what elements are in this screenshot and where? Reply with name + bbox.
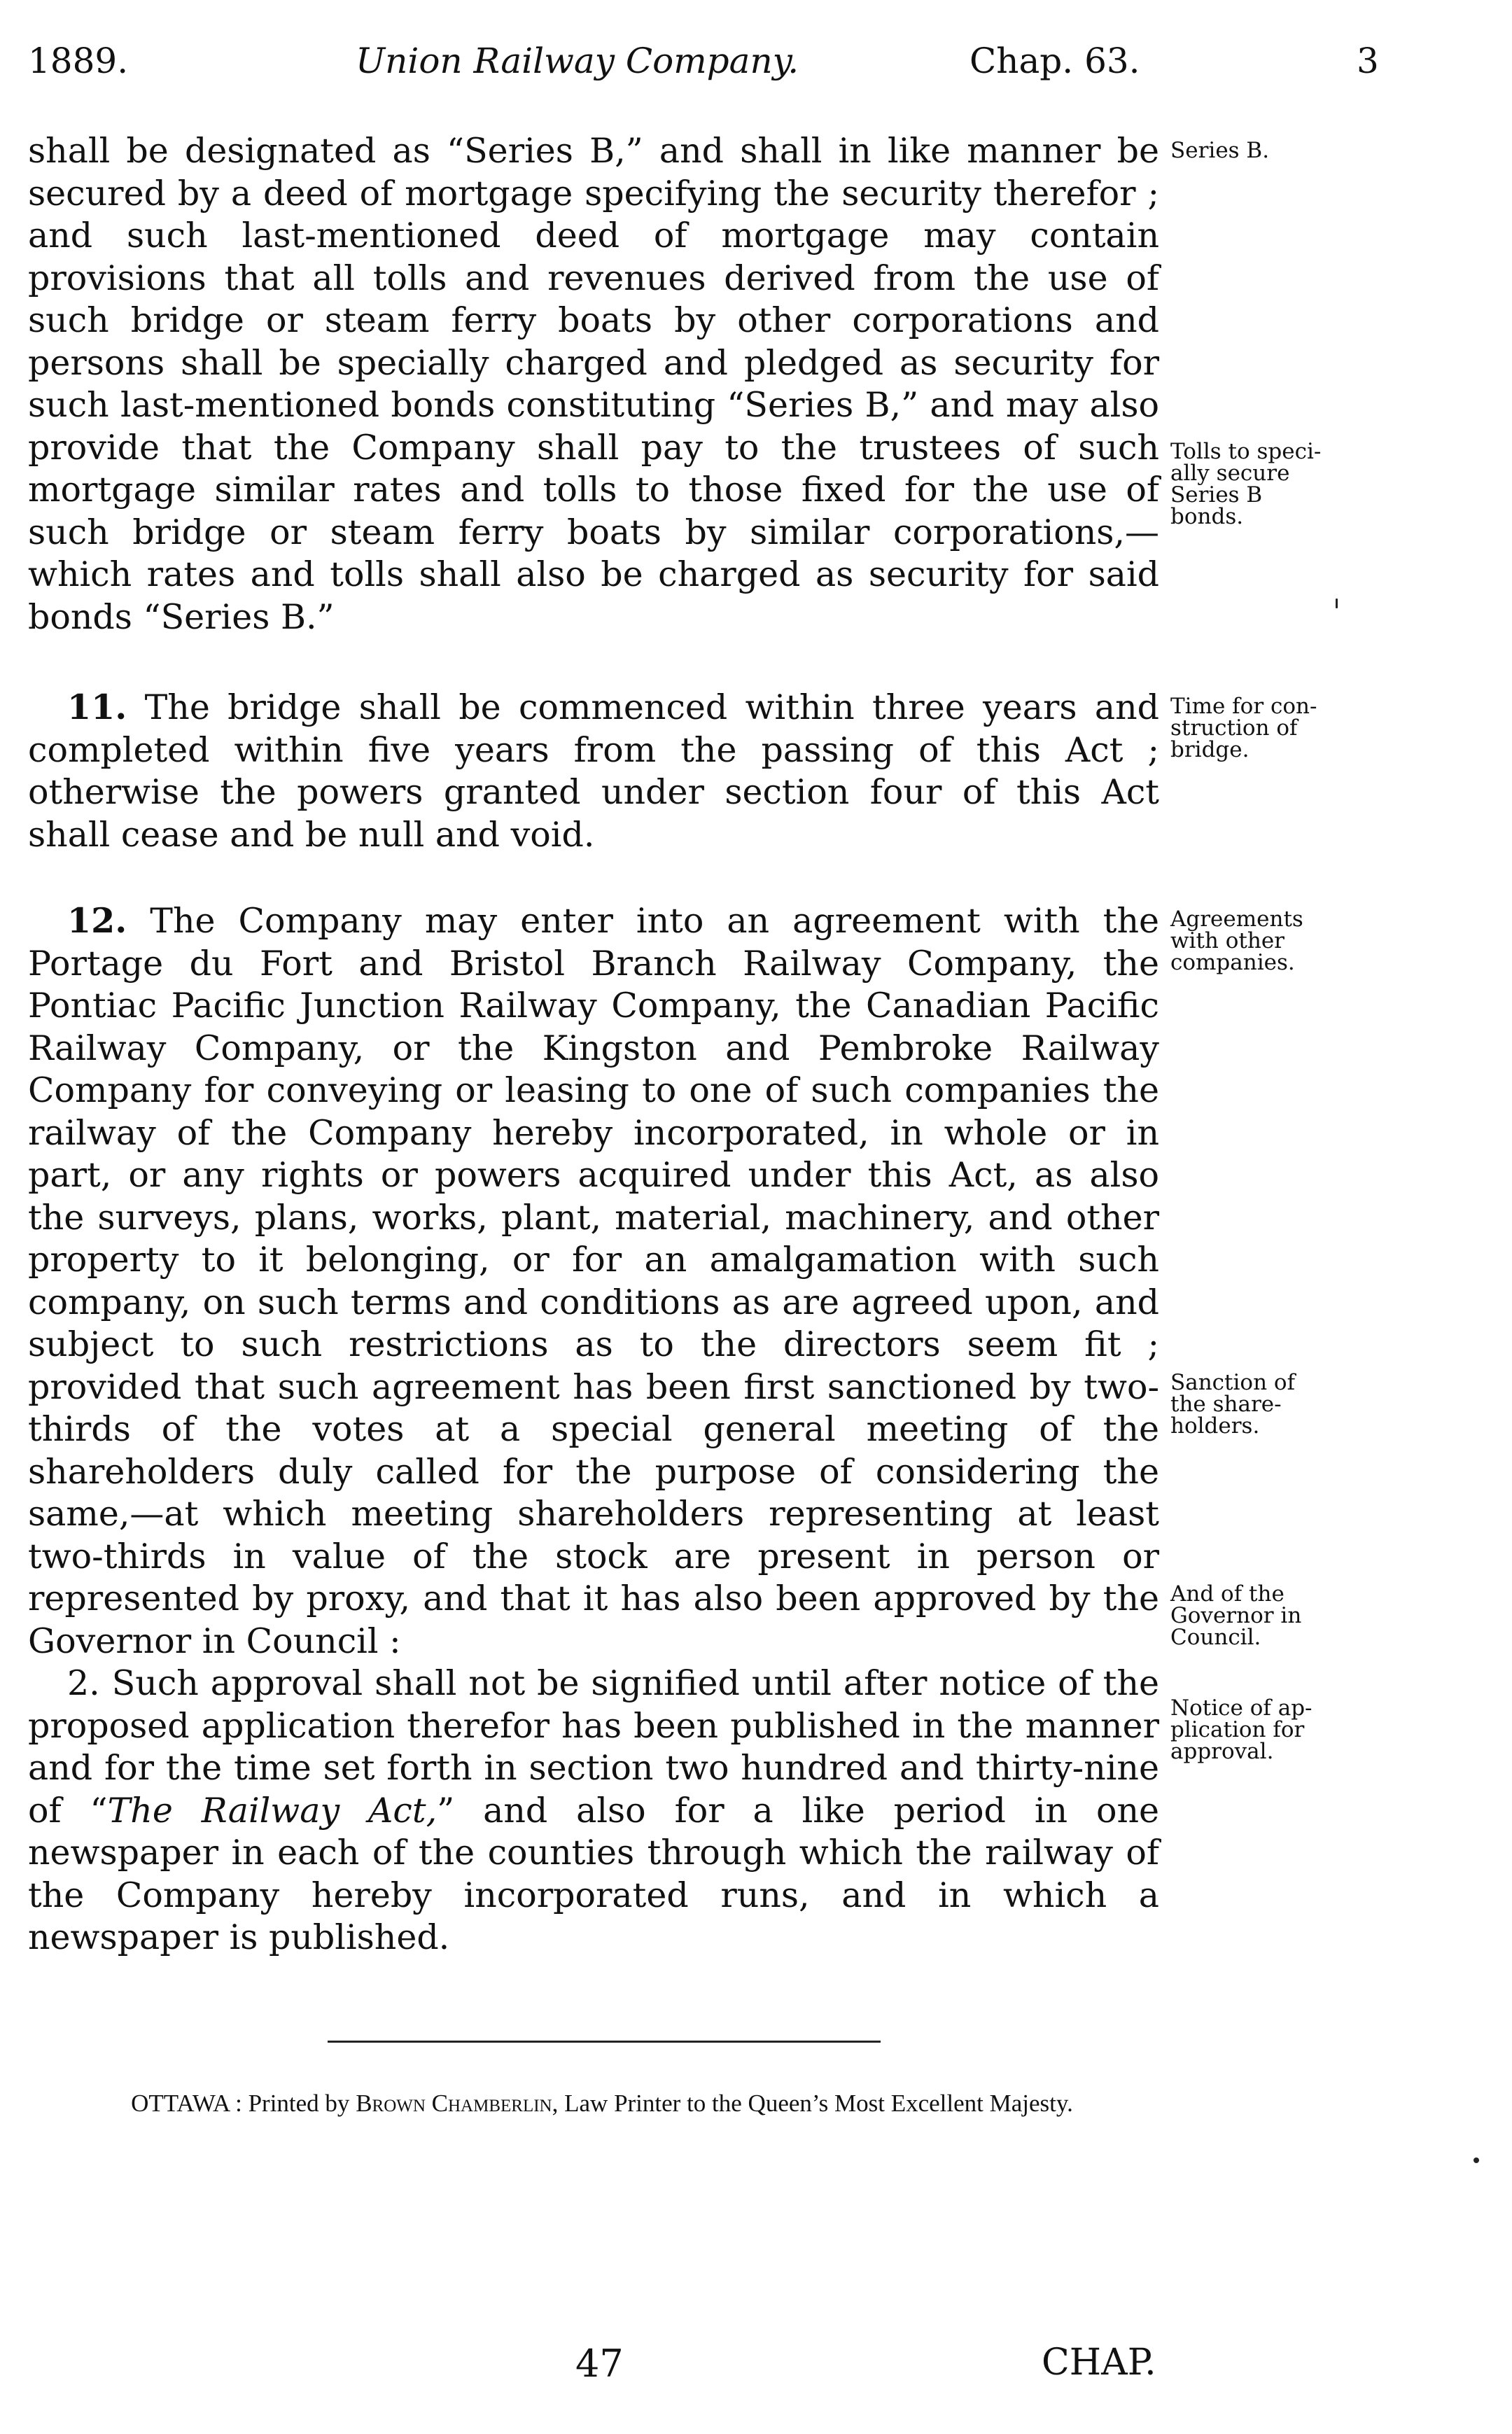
section-12-subsection-2 [28, 1663, 1159, 1959]
section-12-paragraph [28, 900, 1159, 1663]
margin-note-series-b: Series B. [1170, 138, 1270, 163]
margin-note-notice: Notice of ap- plication for approval. [1170, 1695, 1312, 1764]
header-chapter: Chap. 63. [969, 41, 1140, 81]
section-12-text: The Company may enter into an agreement with the Portage du Fort and Bristol Branch Railway Company, the Pontiac Pacific Junction Railway Company, the Canadian Pacific Railway Company, or the Kingston and Pembroke Railway Company for conveying or leasing to one of such companies the railway of the Company hereby incorporated, in whole or in part, or any rights or powers acquired under this Act, as also the surveys, plans, works, plant, material, machinery, and other property to it belonging, or for an amalgamation with such company, on such terms and conditions as are agreed upon, and subject to such restrictions as to the directors seem fit ; provided that such agreement has been first sanctioned by two-thirds of the votes at a special general meeting of the shareholders duly called for the purpose of considering the same,—at which meeting shareholders representing at least two-thirds in value of the stock are present in person or represented by proxy, and that it has also been approved by the Governor in Council : [28, 901, 1159, 1661]
section-11 [28, 686, 1159, 856]
running-header [28, 41, 1379, 97]
closing-rule [328, 2041, 881, 2043]
section-11-paragraph [28, 686, 1159, 856]
header-year: 1889. [28, 41, 129, 81]
ink-speck [1474, 2157, 1479, 2163]
margin-note-agreements: Agreements with other companies. [1170, 907, 1303, 975]
header-title: Union Railway Company. [356, 41, 799, 81]
continuation-paragraph [28, 130, 1159, 638]
section-11-text: The bridge shall be commenced within three years and completed within five years from the passing of this Act ; otherwise the powers granted under section four of this Act shall cease and be null and void. [28, 687, 1159, 855]
section-12 [28, 900, 1159, 1959]
ink-speck [1336, 599, 1338, 608]
margin-note-governor: And of the Governor in Council. [1170, 1581, 1302, 1650]
printer-imprint [56, 2090, 1148, 2118]
margin-note-time: Time for con- struction of bridge. [1170, 694, 1317, 762]
folio-number: 47 [575, 2342, 624, 2386]
subsection-2-text-start: 2. Such approval shall not be signified until after notice of the proposed application therefor has been published in the manner and for the time set forth in section two hundred and thirty-nine of “ [28, 1663, 1159, 1831]
margin-note-tolls: Tolls to speci- ally secure Series B bonds. [1170, 439, 1322, 529]
section-12-number: 12. [67, 900, 127, 941]
imprint-prefix: OTTAWA : Printed by [131, 2090, 350, 2117]
continuation-text: shall be designated as “Series B,” and shall in like manner be secured by a deed of mortgage specifying the security therefor ; and such last-mentioned deed of mortgage may contain provisions that all tolls and revenues derived from the use of such bridge or steam ferry boats by other corporations and persons shall be specially charged and pledged as security for such last-mentioned bonds constituting “Series B,” and may also provide that the Company shall pay to the trustees of such mortgage similar rates and tolls to those fixed for the use of such bridge or steam ferry boats by similar corporations,—which rates and tolls shall also be charged as security for said bonds “Series B.” [28, 131, 1159, 637]
subsection-2-text-end: ” and also for a like period in one newspaper in each of the counties through which the railway of the Company hereby incorporated runs, and in which a newspaper is published. [28, 1790, 1160, 1957]
header-page-number: 3 [1357, 41, 1379, 81]
railway-act-title: The Railway Act, [107, 1790, 438, 1831]
catchword: CHAP. [1042, 2342, 1156, 2384]
imprint-suffix: Law Printer to the Queen’s Most Excellent Majesty. [564, 2090, 1073, 2117]
section-11-number: 11. [67, 687, 127, 727]
imprint-printer: Brown Chamberlin, [356, 2090, 559, 2117]
margin-note-sanction: Sanction of the share- holders. [1170, 1370, 1296, 1439]
